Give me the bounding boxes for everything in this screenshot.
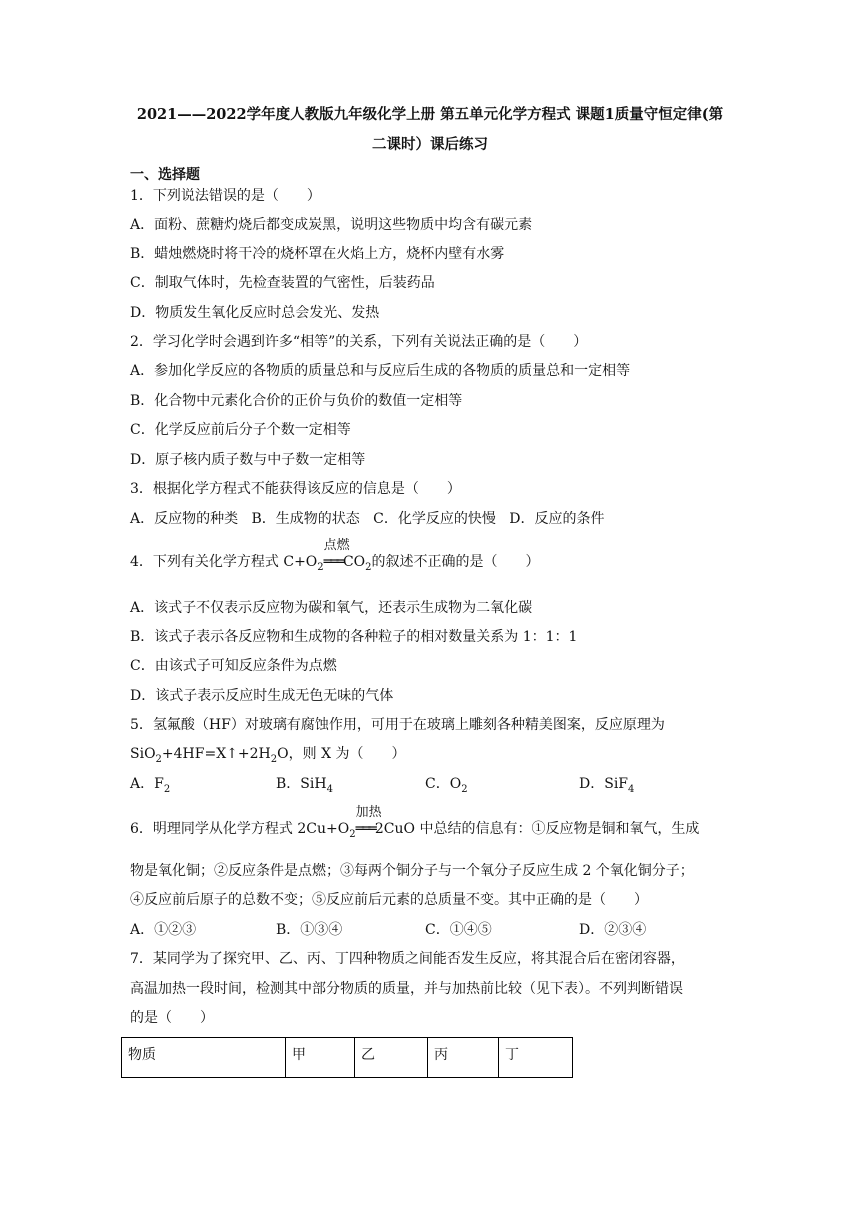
- q4-option-d: D．该式子表示反应时生成无色无味的气体: [130, 688, 394, 704]
- table-header-cell: 丙: [428, 1038, 499, 1078]
- document-title-line2: 二课时）课后练习: [372, 136, 488, 153]
- q2-option-d: D．原子核内质子数与中子数一定相等: [130, 452, 366, 468]
- q4-equation-arrow: 点燃 ═══: [324, 554, 343, 570]
- q4-option-b: B．该式子表示各反应物和生成物的各种粒子的相对数量关系为 1：1：1: [130, 629, 578, 645]
- q7-stem-line3: 的是（ ）: [130, 1010, 214, 1026]
- q5-option-d: D．SiF$_4$: [579, 776, 635, 795]
- q1-option-c: C．制取气体时，先检查装置的气密性，后装药品: [130, 275, 435, 291]
- q6-stem-post: 2CuO 中总结的信息有：①反应物是铜和氧气，生成: [374, 821, 700, 837]
- q6-stem-line1: 6．明理同学从化学方程式 $2Cu+O_2$ 加热 ═══2CuO 中总结的信息有：①反应物是铜和氧气，生成: [130, 818, 699, 840]
- q4-stem-pre: 4．下列有关化学方程式 C+O: [130, 554, 318, 570]
- q3-stem: 3．根据化学方程式不能获得该反应的信息是（ ）: [130, 481, 461, 497]
- q1-stem: 1．下列说法错误的是（ ）: [130, 188, 321, 204]
- q6-option-c: C．①④⑤: [425, 922, 492, 938]
- q3-option-a: A．反应物的种类: [130, 511, 239, 527]
- q6-option-b: B．①③④: [276, 922, 343, 938]
- q3-options: [130, 508, 604, 528]
- table-header-cell: 丁: [499, 1038, 573, 1078]
- q5-option-b: B．SiH$_4$: [276, 776, 333, 795]
- q7-stem-line1: 7．某同学为了探究甲、乙、丙、丁四种物质之间能否发生反应，将其混合后在密闭容器，: [130, 951, 685, 967]
- q6-option-a: A．①②③: [130, 922, 197, 938]
- q4-stem-post: 的叙述不正确的是（ ）: [371, 554, 540, 570]
- section-heading: 一、选择题: [130, 167, 200, 183]
- q6-stem-line2: 物是氧化铜；②反应条件是点燃；③每两个铜分子与一个氧分子反应生成 2 个氧化铜分子；: [130, 863, 694, 879]
- q2-stem: 2．学习化学时会遇到许多“相等”的关系，下列有关说法正确的是（ ）: [130, 334, 588, 350]
- q1-option-d: D．物质发生氧化反应时总会发光、发热: [130, 305, 380, 321]
- q3-option-d: D．反应的条件: [509, 511, 605, 527]
- q3-option-c: C．化学反应的快慢: [373, 511, 496, 527]
- q4-option-c: C．由该式子可知反应条件为点燃: [130, 658, 337, 674]
- q2-option-b: B．化合物中元素化合价的正价与负价的数值一定相等: [130, 393, 463, 409]
- q2-option-a: A．参加化学反应的各物质的质量总和与反应后生成的各物质的质量总和一定相等: [130, 363, 631, 379]
- q5-option-a: A．$F_2$: [130, 776, 171, 795]
- q4-option-a: A．该式子不仅表示反应物为碳和氧气，还表示生成物为二氧化碳: [130, 600, 533, 616]
- q6-equation-arrow: 加热 ═══: [356, 821, 375, 837]
- table-header-cell: 乙: [355, 1038, 428, 1078]
- q6-stem-pre: 6．明理同学从化学方程式 2Cu+O: [130, 821, 350, 837]
- table-header-cell: 物质: [122, 1038, 286, 1078]
- q1-option-a: A．面粉、蔗糖灼烧后都变成炭黑，说明这些物质中均含有碳元素: [130, 217, 533, 233]
- document-title-line1: 2021——2022学年度人教版九年级化学上册 第五单元化学方程式 课题1质量守恒定律(第: [136, 106, 724, 123]
- q6-condition: 加热: [355, 805, 382, 820]
- q4-condition: 点燃: [323, 538, 350, 553]
- q7-table: [121, 1037, 573, 1078]
- q7-stem-line2: 高温加热一段时间，检测其中部分物质的质量，并与加热前比较（见下表）。不列判断错误: [130, 981, 683, 997]
- q2-option-c: C．化学反应前后分子个数一定相等: [130, 422, 351, 438]
- q5-stem-line1: 5．氢氟酸（HF）对玻璃有腐蚀作用，可用于在玻璃上雕刻各种精美图案，反应原理为: [130, 717, 665, 733]
- table-header-cell: 甲: [286, 1038, 355, 1078]
- q4-stem: 4．下列有关化学方程式 $C+O_2$ 点燃 $═══CO_2$的叙述不正确的是（ ）: [130, 551, 540, 573]
- q6-option-d: D．②③④: [579, 922, 647, 938]
- table-row: [122, 1038, 573, 1078]
- q5-option-c: C．$O_2$: [425, 776, 468, 795]
- q3-option-b: B．生成物的状态: [251, 511, 360, 527]
- q6-stem-line3: ④反应前后原子的总数不变；⑤反应前后元素的总质量不变。其中正确的是（ ）: [130, 892, 648, 908]
- q1-option-b: B．蜡烛燃烧时将干冷的烧杯罩在火焰上方，烧杯内壁有水雾: [130, 246, 505, 262]
- q5-stem-line2: $SiO_2+4HF=X↑+2H_2O$，则 X 为（ ）: [130, 746, 406, 765]
